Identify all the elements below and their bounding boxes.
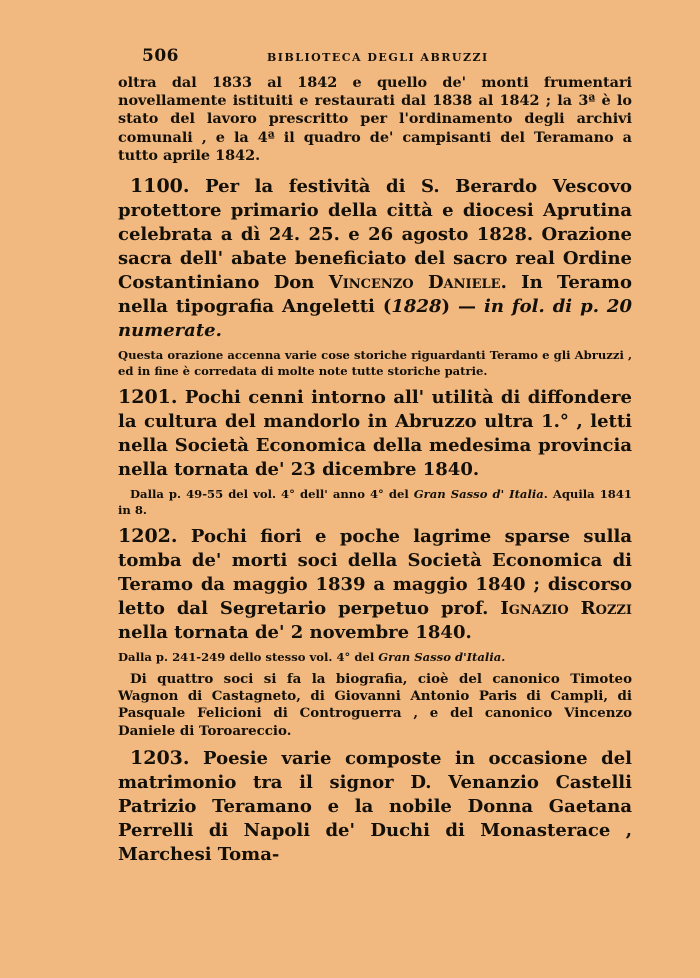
entry-number: 1201. (118, 386, 178, 409)
source-journal: Gran Sasso d'Italia. (378, 650, 506, 665)
entry-1203 (118, 746, 632, 867)
page-body (118, 74, 632, 867)
running-title: BIBLIOTECA DEGLI ABRUZZI (267, 51, 489, 64)
source-text-end: . Aquila 1841 in 8. (118, 487, 632, 517)
entry-number: 1100. (130, 175, 190, 198)
entry-number: 1203. (130, 747, 190, 770)
entry-note: Questa orazione accenna varie cose storiche riguardanti Teramo e gli Abruzzi , ed in fine è corredata di molte note tutte storiche patrie. (118, 348, 632, 378)
entry-year: 1828 (391, 296, 442, 318)
entry-text: Per la festività di S. Berardo Vescovo protettore primario della città e diocesi Aprutina celebrata a dì 24. 25. e 26 agosto 1828. Orazione sacra dell' abate beneficiato del sacro real Ordine Costantiniano Don (118, 176, 632, 294)
page-header (142, 46, 632, 68)
entry-text-continued: . In Teramo nella tipografia Angeletti ( (118, 272, 632, 318)
entry-1100 (118, 174, 632, 343)
page-number: 506 (142, 46, 179, 66)
entry-note: Di quattro soci si fa la biografia, cioè del canonico Timoteo Wagnon di Castagneto, di Giovanni Antonio Paris di Campli, di Pasquale Felicioni di Controguerra , e del canonico Vincenzo Daniele di Toroareccio. (118, 670, 632, 739)
entry-text: Poesie varie composte in occasione del matrimonio tra il signor D. Venanzio Castelli Patrizio Teramano e la nobile Donna Gaetana Perrelli di Napoli de' Duchi di Monasterace , Marchesi Toma- (118, 748, 632, 866)
entry-1201 (118, 385, 632, 482)
entry-text: Pochi cenni intorno all' utilità di diffondere la cultura del mandorlo in Abruzzo ultra 1.° , letti nella Società Economica della medesima provincia nella tornata de' 23 dicembre 1840. (118, 387, 632, 481)
entry-text: Pochi fiori e poche lagrime sparse sulla tomba de' morti soci della Società Economica di Teramo da maggio 1839 a maggio 1840 ; discorso letto dal Segretario perpetuo prof. (118, 526, 632, 620)
entry-1202 (118, 524, 632, 645)
entry-author: Vincenzo Daniele (328, 272, 501, 294)
continuation-paragraph: oltra dal 1833 al 1842 e quello de' monti frumentari novellamente istituiti e restaurati dal 1838 al 1842 ; la 3ª è lo stato del lavoro prescritto per l'ordinamento degli archivi comunali , e la 4ª il quadro de' campisanti del Teramano a tutto aprile 1842. (118, 74, 632, 164)
source-journal: Gran Sasso d' Italia (413, 487, 544, 502)
entry-number: 1202. (118, 525, 178, 548)
source-text: Dalla p. 241-249 dello stesso vol. 4° del (118, 650, 375, 665)
entry-text-dash: ) — (441, 296, 476, 318)
entry-author: Ignazio Rozzi (500, 598, 632, 620)
entry-format: in fol. di p. 20 numerate. (118, 296, 632, 342)
entry-source (118, 487, 632, 518)
entry-text-continued: nella tornata de' 2 novembre 1840. (118, 622, 472, 644)
entry-source (118, 650, 632, 666)
source-text: Dalla p. 49-55 del vol. 4° dell' anno 4° del (130, 487, 409, 502)
